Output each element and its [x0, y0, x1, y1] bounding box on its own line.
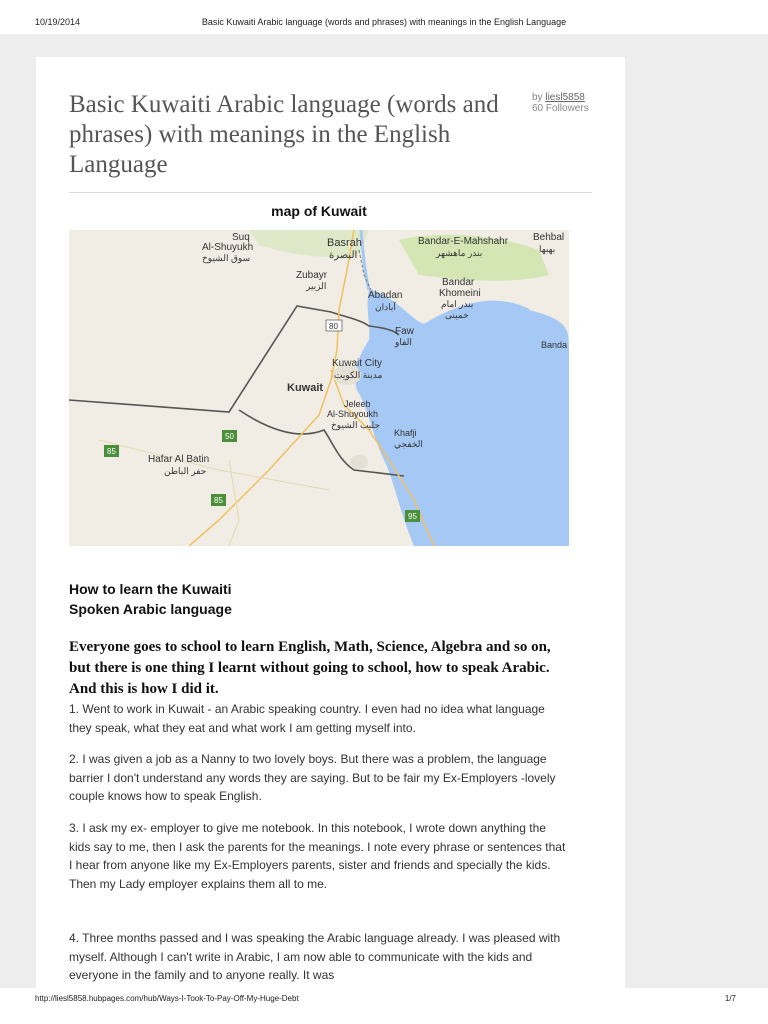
follower-count: 60 Followers	[532, 103, 589, 114]
print-header	[0, 0, 768, 34]
road-shield-50	[222, 430, 237, 442]
svg-text:85: 85	[214, 496, 223, 505]
map-label-faw: Faw	[395, 326, 414, 337]
section-heading-line: How to learn the Kuwaiti	[69, 581, 232, 597]
paragraph: 2. I was given a job as a Nanny to two lovely boys. But there was a problem, the language barrier I don't understand any words they are saying. But to be fair my Ex-Employers -lovely couple knows how to speak English.	[69, 752, 556, 803]
paragraph: 4. Three months passed and I was speaking the Arabic language already. I was pleased with myself. Although I can't write in Arabic, I am now able to communicate with the kids and everyone in the family and to anyone really. It was	[69, 931, 561, 982]
map-label-behbahan: Behbal	[533, 232, 565, 243]
article-card	[36, 57, 625, 988]
map-label-jaleeb: Al-Shuyoukh	[327, 409, 379, 419]
map-label-zubayr: Zubayr	[296, 270, 328, 281]
map-label-khomeini: Bandar	[442, 277, 475, 288]
svg-text:95: 95	[408, 512, 417, 521]
page-number: 1/7	[724, 994, 736, 1003]
paragraph: 3. I ask my ex- employer to give me notebook. In this notebook, I wrote down anything the kids say to me, then I ask the parents for the meanings. I note every phrase or sentences that I hear from anyone like my Ex-Employers parents, sister and friends and specially the kids. Then my Lady employer explains them all to me.	[69, 821, 566, 891]
lede-paragraph: Everyone goes to school to learn English, Math, Science, Algebra and so on, but there is one thing I learnt without going to school, how to speak Arabic. And this is how I did it.	[69, 639, 551, 697]
map-label-jaleeb: جليب الشيوخ	[331, 420, 381, 430]
map-label-zubayr: الزبير	[306, 281, 327, 291]
svg-text:85: 85	[107, 447, 116, 456]
map-label-kuwait-city: مدينة الكويت	[334, 370, 383, 380]
paragraph: 1. Went to work in Kuwait - an Arabic speaking country. I even had no idea what language they speak, what they eat and what work I am getting myself into.	[69, 702, 545, 735]
road-shield-95	[405, 510, 420, 522]
map-label-basrah: Basrah	[327, 237, 362, 249]
map-label-kuwait-city: Kuwait City	[332, 358, 383, 369]
svg-text:50: 50	[225, 432, 234, 441]
print-title: Basic Kuwaiti Arabic language (words and phrases) with meanings in the English Language	[201, 17, 567, 27]
byline	[532, 92, 589, 114]
author-link[interactable]: liesl5858	[545, 92, 585, 103]
byline-prefix: by	[532, 92, 543, 103]
map-label-jaleeb: Jeleeb	[344, 399, 371, 409]
kuwait-map[interactable]	[69, 230, 569, 546]
road-shield-80	[326, 320, 342, 331]
map-caption: map of Kuwait	[271, 203, 367, 219]
map-label-abadan: آبادان	[375, 302, 396, 312]
road-shield-85	[211, 494, 226, 506]
map-label-suq: Suq	[232, 232, 250, 243]
map-label-khomeini: بندر امام	[441, 299, 474, 309]
section-heading-line: Spoken Arabic language	[69, 601, 232, 617]
map-label-faw: الفاو	[395, 337, 412, 347]
map-label-behbahan: بهبها	[539, 244, 556, 254]
article-title: Basic Kuwaiti Arabic language (words and phrases) with meanings in the English Language	[69, 91, 499, 178]
map-label-hafar: Hafar Al Batin	[148, 454, 210, 465]
map-label-hafar: حفر الباطن	[164, 466, 207, 476]
title-divider	[69, 192, 592, 193]
print-footer	[0, 988, 768, 1024]
map-label-khomeini: خمینی	[445, 310, 469, 320]
map-label-bandar-mahshahr: بندر ماهشهر	[436, 248, 483, 258]
map-label-kuwait-country: Kuwait	[287, 382, 324, 394]
svg-text:80: 80	[329, 322, 338, 331]
map-label-suq: سوق الشيوخ	[202, 253, 251, 263]
map-label-bandar-mahshahr: Bandar-E-Mahshahr	[418, 236, 509, 247]
map-label-khafji: الخفجي	[394, 439, 423, 449]
section-heading	[69, 579, 329, 619]
map-label-suq: Al-Shuyukh	[202, 242, 254, 253]
map-label-abadan: Abadan	[368, 290, 403, 301]
map-label-bandar-right: Banda	[541, 340, 568, 350]
map-label-khomeini: Khomeini	[439, 288, 481, 299]
map-label-khafji: Khafji	[394, 428, 417, 438]
road-shield-85	[104, 445, 119, 457]
page-url: http://liesl5858.hubpages.com/hub/Ways-I-Took-To-Pay-Off-My-Huge-Debt	[35, 994, 299, 1003]
map-urban	[350, 455, 368, 469]
map-label-basrah: البصرة	[329, 250, 358, 261]
print-date: 10/19/2014	[35, 17, 81, 27]
